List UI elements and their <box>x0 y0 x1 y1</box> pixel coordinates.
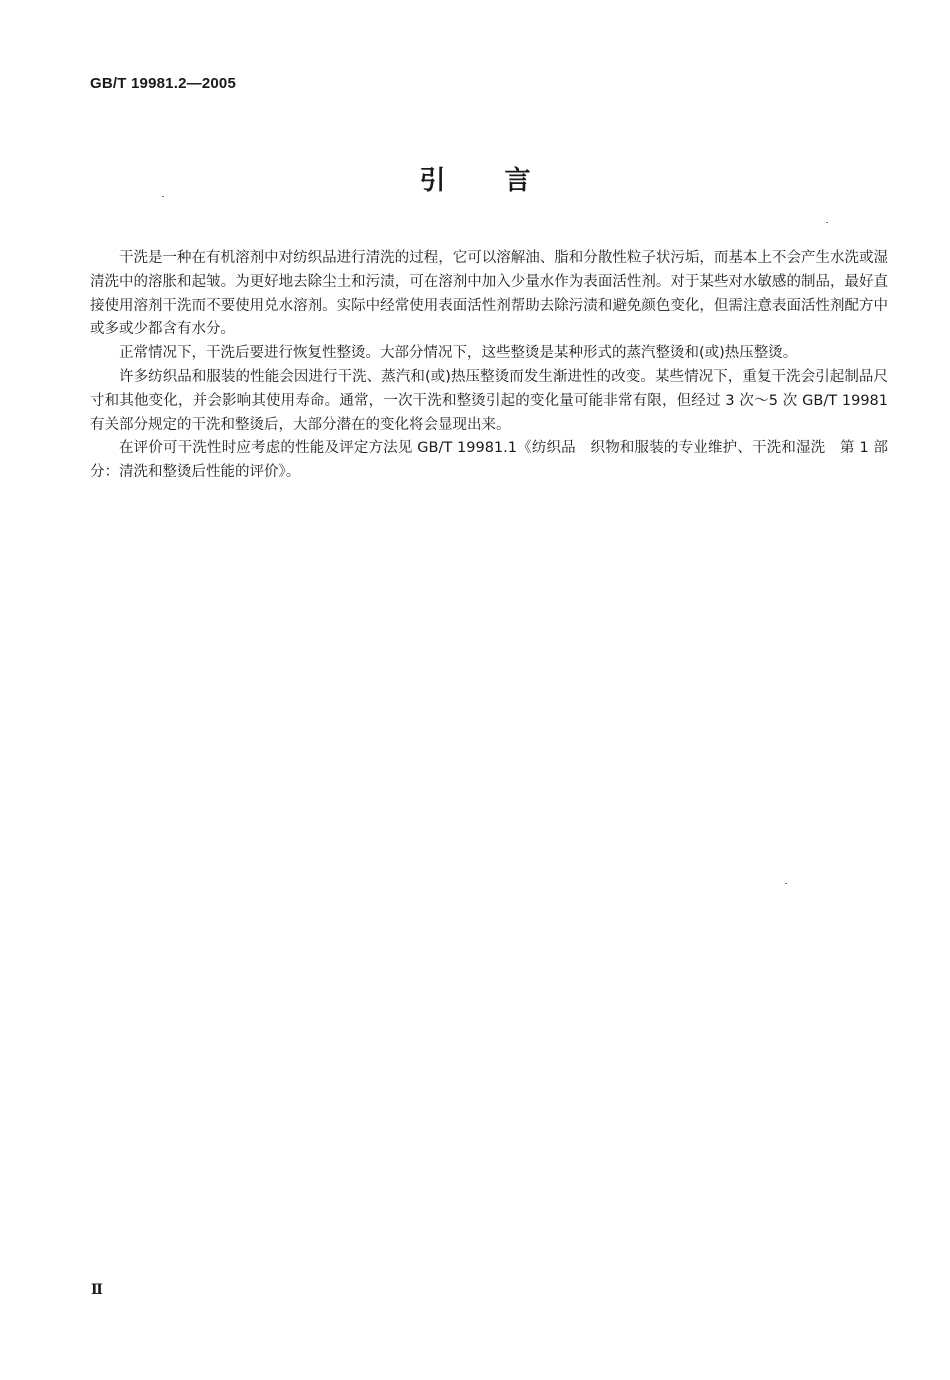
page-number: Ⅱ <box>91 1282 103 1298</box>
paragraph-dry-cleaning-definition: 干洗是一种在有机溶剂中对纺织品进行清洗的过程，它可以溶解油、脂和分散性粒子状污垢，而基本上不会产生水洗或湿清洗中的溶胀和起皱。为更好地去除尘土和污渍，可在溶剂中加入少量水作为表面活性剂。对于某些对水敏感的制品，最好直接使用溶剂干洗而不要使用兑水溶剂。实际中经常使用表面活性剂帮助去除污渍和避免颜色变化，但需注意表面活性剂配方中或多或少都含有水分。 <box>90 250 888 338</box>
paragraph-finishing: 正常情况下，干洗后要进行恢复性整烫。大部分情况下，这些整烫是某种形式的蒸汽整烫和(或)热压整烫。 <box>119 345 798 362</box>
scan-speck <box>785 883 787 884</box>
standard-code-header: GB/T 19981.2—2005 <box>90 75 236 92</box>
paragraph-progressive-changes: 许多纺织品和服装的性能会因进行干洗、蒸汽和(或)热压整烫而发生渐进性的改变。某些情况下，重复干洗会引起制品尺寸和其他变化，并会影响其使用寿命。通常，一次干洗和整烫引起的变化量可能非常有限，但经过 3 次～5 次 GB/T 19981 有关部分规定的干洗和整烫后，大部分潜在的变化将会显现出来。 <box>90 368 888 433</box>
body-text <box>90 247 888 485</box>
scan-speck <box>826 222 828 223</box>
paragraph-evaluation-reference: 在评价可干洗性时应考虑的性能及评定方法见 GB/T 19981.1《纺织品 织物和服装的专业维护、干洗和湿洗 第 1 部分：清洗和整烫后性能的评价》。 <box>90 440 888 481</box>
section-title: 引 言 <box>419 166 531 196</box>
scan-speck <box>162 196 164 197</box>
